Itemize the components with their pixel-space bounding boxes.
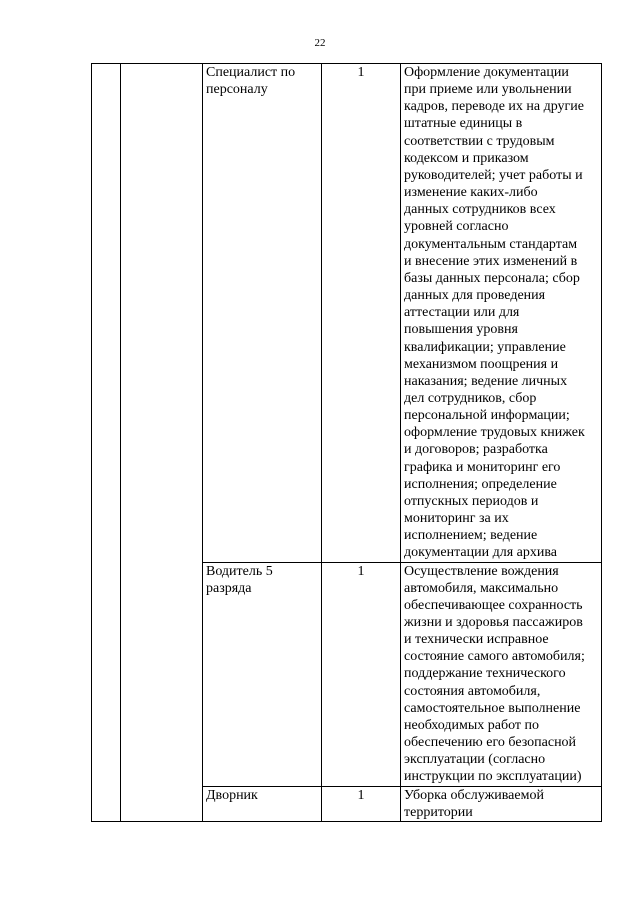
- duties-text-line: территории: [404, 804, 473, 820]
- position-cell: [203, 786, 322, 821]
- position-text-line: Специалист по: [206, 65, 296, 80]
- duties-text-line: мониторинг за их: [404, 511, 509, 527]
- duties-text-line: кадров, переводе их на другие: [404, 99, 584, 115]
- count-cell: 1: [322, 64, 401, 563]
- duties-text-line: отпускных периодов и: [404, 493, 539, 509]
- duties-cell: [401, 64, 602, 563]
- duties-text-line: кодексом и приказом: [404, 150, 529, 166]
- duties-text-line: дел сотрудников, сбор: [404, 390, 537, 406]
- page-number: 22: [314, 37, 326, 49]
- duties-text-line: аттестации или для: [404, 305, 520, 321]
- number-cell: [92, 64, 121, 822]
- position-text-line: Дворник: [206, 787, 258, 803]
- duties-text-line: эксплуатации (согласно: [404, 752, 546, 768]
- duties-text-line: квалификации; управление: [404, 339, 566, 355]
- duties-text-line: изменение каких-либо: [404, 185, 538, 201]
- duties-text-line: наказания; ведение личных: [404, 373, 568, 389]
- duties-text-line: поддержание технического: [404, 666, 566, 682]
- duties-text-line: исполнением; ведение: [404, 528, 538, 544]
- position-cell: [203, 562, 322, 786]
- duties-text-line: обеспечению его безопасной: [404, 735, 577, 751]
- position-text-line: разряда: [206, 580, 252, 596]
- duties-cell: [401, 786, 602, 821]
- duties-text-line: обеспечивающее сохранность: [404, 597, 583, 613]
- duties-text-line: персональной информации;: [404, 408, 570, 424]
- duties-text-line: данных для проведения: [404, 288, 546, 304]
- duties-text-line: документальным стандартам: [404, 236, 578, 252]
- duties-text-line: Осуществление вождения: [404, 563, 559, 579]
- position-cell: [203, 64, 322, 563]
- duties-text-line: Оформление документации: [404, 65, 569, 80]
- duties-text-line: документации для архива: [404, 545, 557, 561]
- duties-text-line: необходимых работ по: [404, 717, 540, 733]
- duties-text-line: и технически исправное: [404, 632, 549, 648]
- duties-text-line: графика и мониторинг его: [404, 459, 561, 475]
- duties-text-line: автомобиля, максимально: [404, 580, 559, 596]
- duties-text-line: повышения уровня: [404, 322, 518, 338]
- position-text-line: персоналу: [206, 82, 268, 98]
- duties-text-line: данных сотрудников всех: [404, 202, 556, 218]
- duties-text-line: исполнения; определение: [404, 476, 557, 492]
- duties-text-line: самостоятельное выполнение: [404, 700, 581, 716]
- duties-text-line: состояние самого автомобиля;: [404, 649, 585, 665]
- count-cell: 1: [322, 786, 401, 821]
- duties-text-line: руководителей; учет работы и: [404, 167, 583, 183]
- duties-text-line: оформление трудовых книжек: [404, 425, 585, 441]
- duties-text-line: жизни и здоровья пассажиров: [404, 615, 583, 630]
- duties-text-line: Уборка обслуживаемой: [404, 787, 544, 803]
- duties-text-line: базы данных персонала; сбор: [404, 270, 580, 286]
- table-row-specialist: [92, 64, 602, 563]
- duties-text-line: и внесение этих изменений в: [404, 253, 578, 269]
- duties-text-line: механизмом поощрения и: [404, 356, 559, 372]
- position-text-line: Водитель 5: [206, 563, 273, 579]
- duties-text-line: состояния автомобиля,: [404, 683, 541, 699]
- department-cell: [121, 64, 203, 822]
- duties-text-line: и договоров; разработка: [404, 442, 548, 458]
- duties-text-line: штатные единицы в: [404, 116, 523, 132]
- duties-cell: [401, 562, 602, 786]
- staff-table: [91, 63, 602, 822]
- duties-text-line: соответствии с трудовым: [404, 133, 555, 149]
- count-cell: 1: [322, 562, 401, 786]
- duties-text-line: инструкции по эксплуатации): [404, 769, 582, 785]
- duties-text-line: при приеме или увольнении: [404, 82, 572, 98]
- duties-text-line: уровней согласно: [404, 219, 509, 235]
